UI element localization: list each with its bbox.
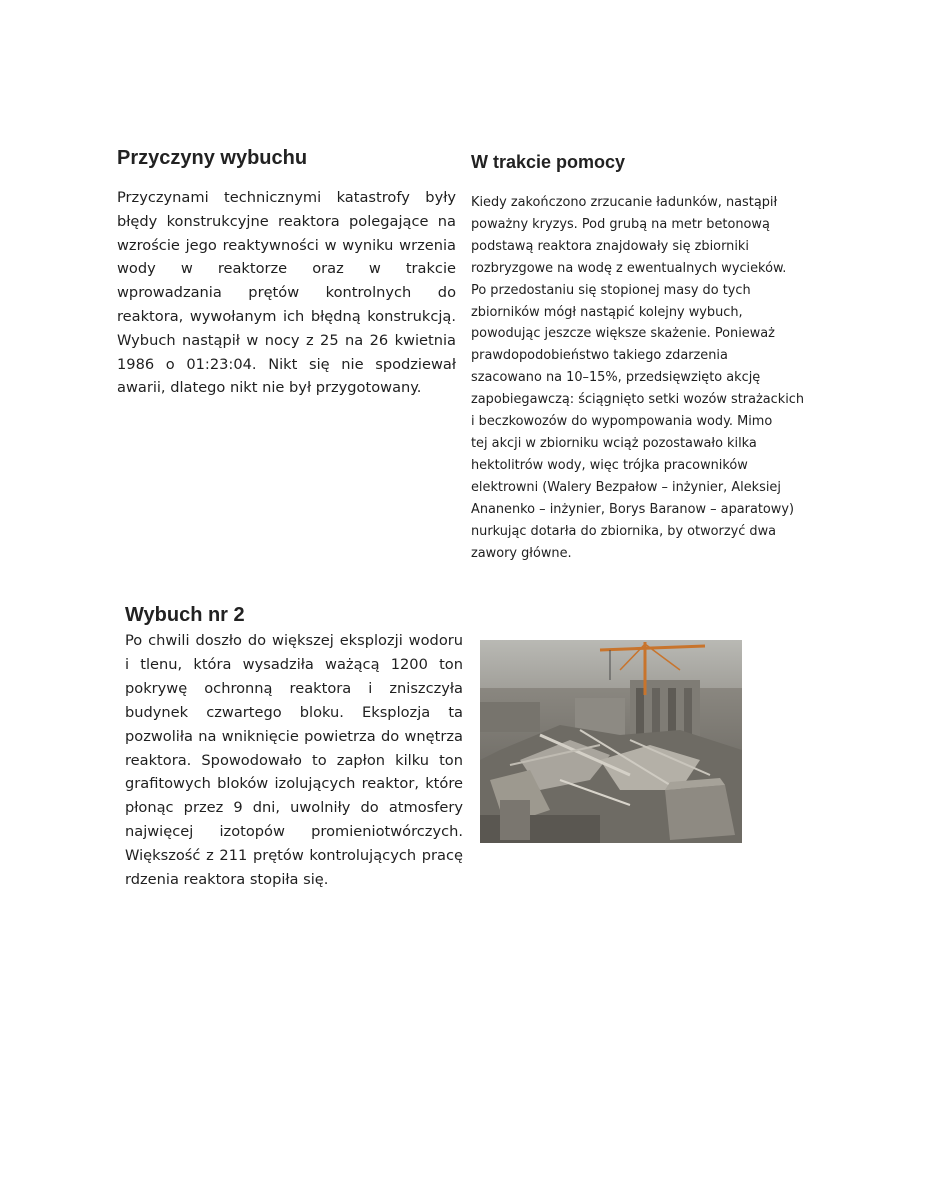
reactor-ruins-illustration: [480, 640, 742, 843]
text-line: poważny kryzys. Pod grubą na metr betonową: [471, 216, 770, 232]
text-line: hektolitrów wody, więc trójka pracowników: [471, 457, 748, 473]
text-line: reaktora. Spowodowało to zapłon kilku ton: [125, 751, 463, 769]
text-line: Kiedy zakończono zrzucanie ładunków, nastąpił: [471, 195, 778, 210]
section-title-help: W trakcie pomocy: [471, 152, 626, 172]
text-line: Ananenko – inżynier, Borys Baranow – aparatowy): [471, 501, 794, 517]
text-line: szacowano na 10–15%, przedsięwzięto akcję: [471, 370, 761, 386]
text-line: i beczkowozów do wypompowania wody. Mimo: [471, 414, 773, 430]
text-line: zbiorników mógł nastąpić kolejny wybuch,: [471, 304, 743, 320]
paragraph-causes: [117, 186, 456, 400]
text-line: wprowadzania prętów kontrolnych do: [117, 284, 456, 302]
text-line: Po chwili doszło do większej eksplozji wodoru: [125, 632, 463, 649]
text-line: rdzenia reaktora stopiła się.: [125, 871, 329, 889]
text-line: błędy konstrukcyjne reaktora polegające na: [117, 212, 456, 230]
reactor-ruins-photo: [480, 640, 742, 843]
text-line: budynek czwartego bloku. Eksplozja ta: [125, 703, 463, 721]
text-line: podstawą reaktora znajdowały się zbiorniki: [471, 238, 749, 254]
paragraph-explosion-2: [125, 629, 463, 892]
text-line: prawdopodobieństwo takiego zdarzenia: [471, 348, 728, 364]
text-line: grafitowych bloków izolujących reaktor, które: [125, 775, 463, 793]
text-line: pokrywę ochronną reaktora i zniszczyła: [125, 679, 463, 697]
text-line: i tlenu, która wysadziła ważącą 1200 ton: [125, 655, 463, 673]
text-line: awarii, dlatego nikt nie był przygotowany.: [117, 379, 422, 397]
section-title-explosion-2: Wybuch nr 2: [125, 604, 245, 626]
text-line: zawory główne.: [471, 545, 572, 561]
text-line: rozbryzgowe na wodę z ewentualnych wycieków.: [471, 260, 787, 276]
text-line: pozwoliła na wniknięcie powietrza do wnętrza: [125, 727, 463, 745]
text-line: powodując jeszcze większe skażenie. Ponieważ: [471, 326, 775, 342]
text-line: Po przedostaniu się stopionej masy do tych: [471, 282, 751, 298]
text-line: reaktora, wywołanym ich błędną konstrukcją.: [117, 307, 456, 325]
paragraph-help: [471, 192, 821, 564]
text-line: płonąc przez 9 dni, uwolniły do atmosfery: [125, 799, 463, 817]
text-line: zapobiegawczą: ściągnięto setki wozów strażackich: [471, 392, 805, 408]
text-line: Przyczynami technicznymi katastrofy były: [117, 189, 456, 206]
section-title-causes: Przyczyny wybuchu: [117, 147, 308, 169]
text-line: wzroście jego reaktywności w wyniku wrzenia: [117, 236, 456, 254]
text-line: najwięcej izotopów promieniotwórczych.: [125, 823, 463, 841]
text-line: tej akcji w zbiorniku wciąż pozostawało kilka: [471, 435, 757, 451]
text-line: nurkując dotarła do zbiornika, by otworzyć dwa: [471, 523, 777, 539]
text-line: wody w reaktorze oraz w trakcie: [117, 260, 456, 278]
text-line: 1986 o 01:23:04. Nikt się nie spodziewał: [117, 355, 456, 373]
text-line: Większość z 211 prętów kontrolujących pracę: [125, 847, 463, 865]
text-line: elektrowni (Walery Bezpałow – inżynier, Aleksiej: [471, 479, 781, 495]
text-line: Wybuch nastąpił w nocy z 25 na 26 kwietnia: [117, 331, 456, 349]
